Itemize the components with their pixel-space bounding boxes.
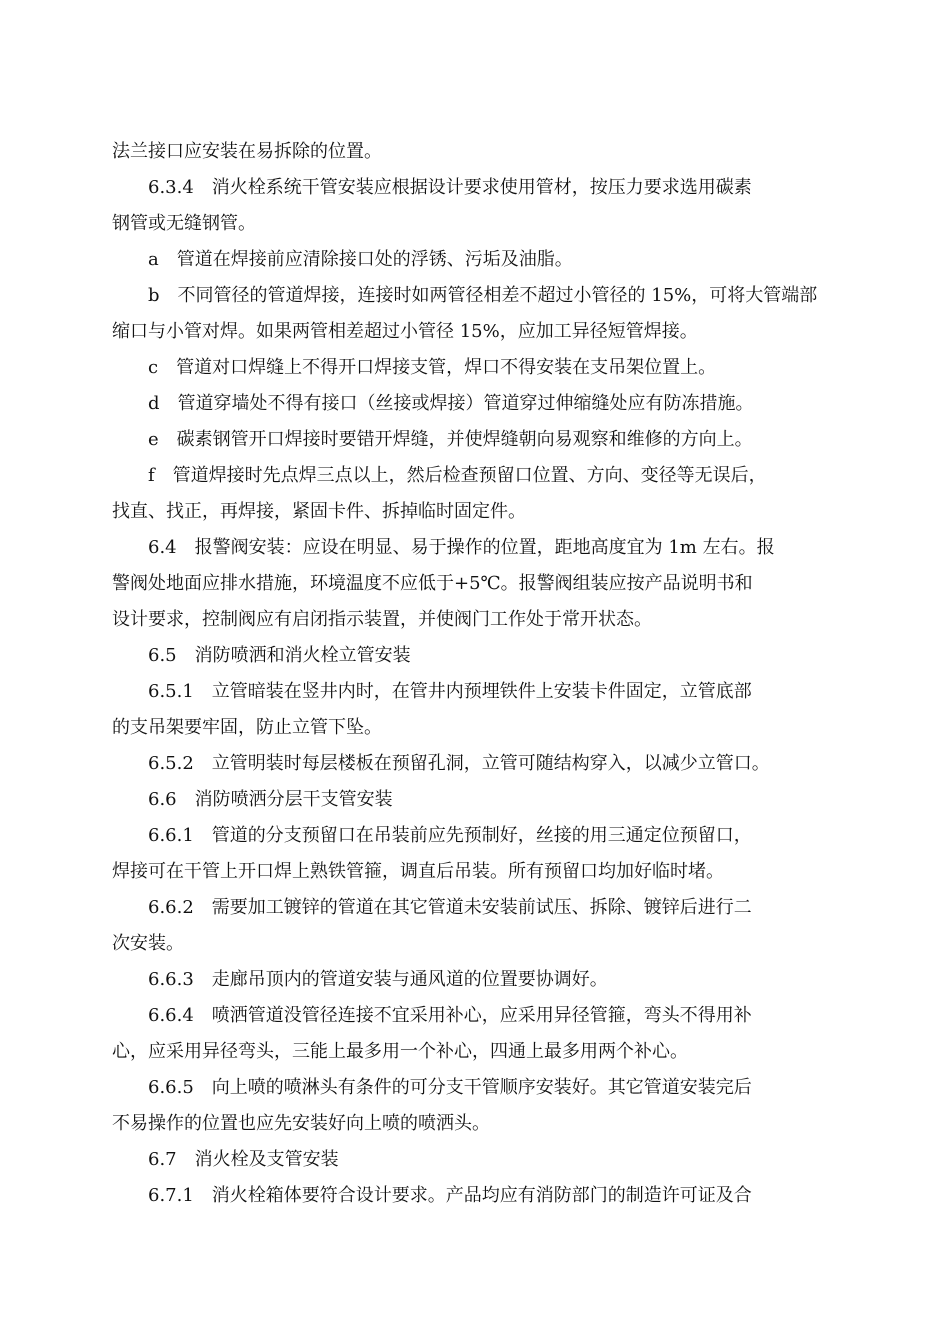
text-line: 6.4 报警阀安装：应设在明显、易于操作的位置，距地高度宜为 1m 左右。报 <box>148 537 775 558</box>
text-line: d 管道穿墙处不得有接口（丝接或焊接）管道穿过伸缩缝处应有防冻措施。 <box>148 393 754 414</box>
text-line: 找直、找正，再焊接，紧固卡件、拆掉临时固定件。 <box>112 501 526 522</box>
text-line: 6.6.5 向上喷的喷淋头有条件的可分支干管顺序安装好。其它管道安装完后 <box>148 1077 752 1098</box>
text-line: e 碳素钢管开口焊接时要错开焊缝，并使焊缝朝向易观察和维修的方向上。 <box>148 429 753 450</box>
text-line: 钢管或无缝钢管。 <box>112 213 256 234</box>
text-line: 6.5.2 立管明装时每层楼板在预留孔洞，立管可随结构穿入，以减少立管口。 <box>148 753 770 774</box>
text-line: 6.6.3 走廊吊顶内的管道安装与通风道的位置要协调好。 <box>148 969 608 990</box>
text-line: 6.7.1 消火栓箱体要符合设计要求。产品均应有消防部门的制造许可证及合 <box>148 1185 752 1206</box>
text-line: 不易操作的位置也应先安装好向上喷的喷洒头。 <box>112 1113 490 1134</box>
text-line: 心，应采用异径弯头，三能上最多用一个补心，四通上最多用两个补心。 <box>112 1041 688 1062</box>
text-line: 次安装。 <box>112 933 184 954</box>
text-line: 6.3.4 消火栓系统干管安装应根据设计要求使用管材，按压力要求选用碳素 <box>148 177 752 198</box>
text-line: 6.5.1 立管暗装在竖井内时，在管井内预埋铁件上安装卡件固定，立管底部 <box>148 681 752 702</box>
text-line: 6.6.4 喷洒管道没管径连接不宜采用补心，应采用异径管箍，弯头不得用补 <box>148 1005 752 1026</box>
text-line: 6.6.2 需要加工镀锌的管道在其它管道未安装前试压、拆除、镀锌后进行二 <box>148 897 752 918</box>
text-line: 焊接可在干管上开口焊上熟铁管箍，调直后吊装。所有预留口均加好临时堵。 <box>112 861 724 882</box>
text-line: 6.6.1 管道的分支预留口在吊装前应先预制好，丝接的用三通定位预留口， <box>148 825 752 846</box>
section-heading: 6.6 消防喷洒分层干支管安装 <box>148 789 393 810</box>
text-line: 设计要求，控制阀应有启闭指示装置，并使阀门工作处于常开状态。 <box>112 609 652 630</box>
text-line: 缩口与小管对焊。如果两管相差超过小管径 15%，应加工异径短管焊接。 <box>112 321 698 342</box>
text-line: b 不同管径的管道焊接，连接时如两管径相差不超过小管径的 15%，可将大管端部 <box>148 285 818 306</box>
text-line: 法兰接口应安装在易拆除的位置。 <box>112 141 382 162</box>
text-line: f 管道焊接时先点焊三点以上，然后检查预留口位置、方向、变径等无误后， <box>148 465 767 486</box>
section-heading: 6.5 消防喷洒和消火栓立管安装 <box>148 645 411 666</box>
text-line: 的支吊架要牢固，防止立管下坠。 <box>112 717 382 738</box>
text-line: 警阀处地面应排水措施，环境温度不应低于+5℃。报警阀组装应按产品说明书和 <box>112 573 753 594</box>
text-line: c 管道对口焊缝上不得开口焊接支管，焊口不得安装在支吊架位置上。 <box>148 357 717 378</box>
text-line: a 管道在焊接前应清除接口处的浮锈、污垢及油脂。 <box>148 249 573 270</box>
section-heading: 6.7 消火栓及支管安装 <box>148 1149 339 1170</box>
